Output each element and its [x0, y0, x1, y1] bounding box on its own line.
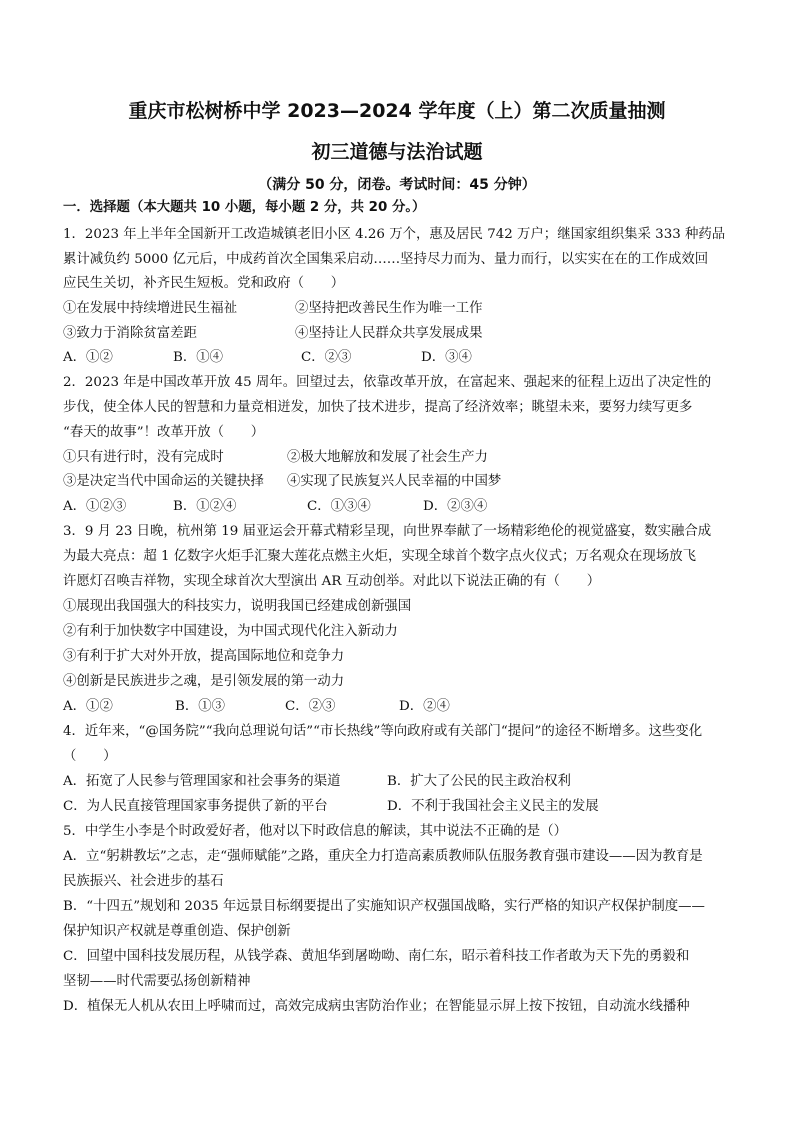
- q1-stem-line: 累计减负约 5000 亿元后，中成药首次全国集采启动……坚持尽力而为、量力而行，以实实在在的工作成效回: [63, 252, 709, 267]
- q3-option-3: ③有利于扩大对外开放，提高国际地位和竞争力: [63, 649, 345, 664]
- q2-option-4: ④实现了民族复兴人民幸福的中国梦: [287, 474, 502, 489]
- q1-choice-b: B．①④: [173, 350, 224, 365]
- q1-option-4: ④坚持让人民群众共享发展成果: [295, 326, 483, 341]
- q3-choice-d: D．②④: [399, 699, 450, 714]
- q4-choice-d: D．不利于我国社会主义民主的发展: [387, 799, 599, 814]
- q3-stem-line: 为最大亮点：超 1 亿数字火炬手汇聚大莲花点燃主火炬，实现全球首个数字点火仪式；万名观众在现场放飞: [63, 549, 696, 564]
- q2-choice-b: B．①②④: [173, 499, 237, 514]
- q3-option-2: ②有利于加快数字中国建设，为中国式现代化注入新动力: [63, 624, 398, 639]
- q2-option-3: ③是决定当代中国命运的关键抉择: [63, 474, 264, 489]
- q5-line: B．“十四五”规划和 2035 年远景目标纲要提出了实施知识产权强国战略，实行严格的知识产权保护制度——: [63, 899, 705, 914]
- q4-choice-c: C．为人民直接管理国家事务提供了新的平台: [63, 799, 328, 814]
- q1-choice-a: A．①②: [63, 350, 113, 365]
- q1-stem-line: 应民生关切，补齐民生短板。党和政府（ ）: [63, 276, 345, 291]
- q4-stem-line: 4．近年来，“@国务院”“我向总理说句话”“市长热线”等向政府或有关部门“提问”的途径不断增多。这些变化: [63, 724, 703, 739]
- q5-line: D．植保无人机从农田上呼啸而过，高效完成病虫害防治作业；在智能显示屏上按下按钮，自动流水线播种: [63, 999, 690, 1014]
- q5-line: 坚韧——时代需要弘扬创新精神: [63, 974, 251, 989]
- q4-choice-b: B．扩大了公民的民主政治权利: [387, 774, 571, 789]
- q5-line: A．立“躬耕教坛”之志，走“强师赋能”之路，重庆全力打造高素质教师队伍服务教育强市建设——因为教育是: [63, 849, 703, 864]
- q2-stem-line: 步伐，使全体人民的智慧和力量竞相迸发，加快了技术进步，提高了经济效率；眺望未来，要努力续写更多: [63, 400, 693, 415]
- q2-option-1: ①只有进行时，没有完成时: [63, 450, 224, 465]
- q1-choice-c: C．②③: [301, 350, 352, 365]
- exam-title: 重庆市松树桥中学 2023—2024 学年度（上）第二次质量抽测: [128, 100, 666, 122]
- q1-option-1: ①在发展中持续增进民生福祉: [63, 301, 238, 316]
- q3-choice-a: A．①②: [63, 699, 113, 714]
- q5-line: 保护知识产权就是尊重创造、保护创新: [63, 924, 291, 939]
- exam-info: （满分 50 分，闭卷。考试时间：45 分钟）: [258, 177, 536, 193]
- q5-line: C．回望中国科技发展历程，从钱学森、黄旭华到屠呦呦、南仁东，昭示着科技工作者敢为天下先的勇毅和: [63, 949, 690, 964]
- q5-line: 民族振兴、社会进步的基石: [63, 874, 224, 889]
- section-heading: 一．选择题（本大题共 10 小题，每小题 2 分，共 20 分。）: [63, 200, 426, 215]
- q3-choice-c: C．②③: [285, 699, 336, 714]
- q3-option-4: ④创新是民族进步之魂，是引领发展的第一动力: [63, 674, 345, 689]
- q2-option-2: ②极大地解放和发展了社会生产力: [287, 450, 488, 465]
- q1-option-3: ③致力于消除贫富差距: [63, 326, 197, 341]
- q4-stem-line: （ ）: [63, 749, 117, 764]
- q2-stem-line: “春天的故事”！改革开放（ ）: [63, 425, 265, 440]
- q3-stem-line: 3．9 月 23 日晚，杭州第 19 届亚运会开幕式精彩呈现，向世界奉献了一场精彩绝伦的视觉盛宴，数实融合成: [63, 524, 712, 539]
- q1-choice-d: D．③④: [421, 350, 472, 365]
- exam-subtitle: 初三道德与法治试题: [311, 141, 483, 163]
- q2-choice-a: A．①②③: [63, 499, 127, 514]
- q3-choice-b: B．①③: [175, 699, 226, 714]
- q2-choice-c: C．①③④: [307, 499, 371, 514]
- q1-stem-line: 1．2023 年上半年全国新开工改造城镇老旧小区 4.26 万个，惠及居民 742 万户；继国家组织集采 333 种药品: [63, 227, 726, 242]
- q3-option-1: ①展现出我国强大的科技实力，说明我国已经建成创新强国: [63, 599, 412, 614]
- q3-stem-line: 许愿灯召唤吉祥物，实现全球首次大型演出 AR 互动创举。对此以下说法正确的有（ ）: [63, 574, 601, 589]
- q4-choice-a: A．拓宽了人民参与管理国家和社会事务的渠道: [63, 774, 341, 789]
- q2-choice-d: D．②③④: [423, 499, 488, 514]
- q2-stem-line: 2．2023 年是中国改革开放 45 周年。回望过去，依靠改革开放，在富起来、强起来的征程上迈出了决定性的: [63, 375, 712, 390]
- q1-option-2: ②坚持把改善民生作为唯一工作: [295, 301, 483, 316]
- q5-stem: 5．中学生小李是个时政爱好者，他对以下时政信息的解读，其中说法不正确的是（）: [63, 824, 567, 839]
